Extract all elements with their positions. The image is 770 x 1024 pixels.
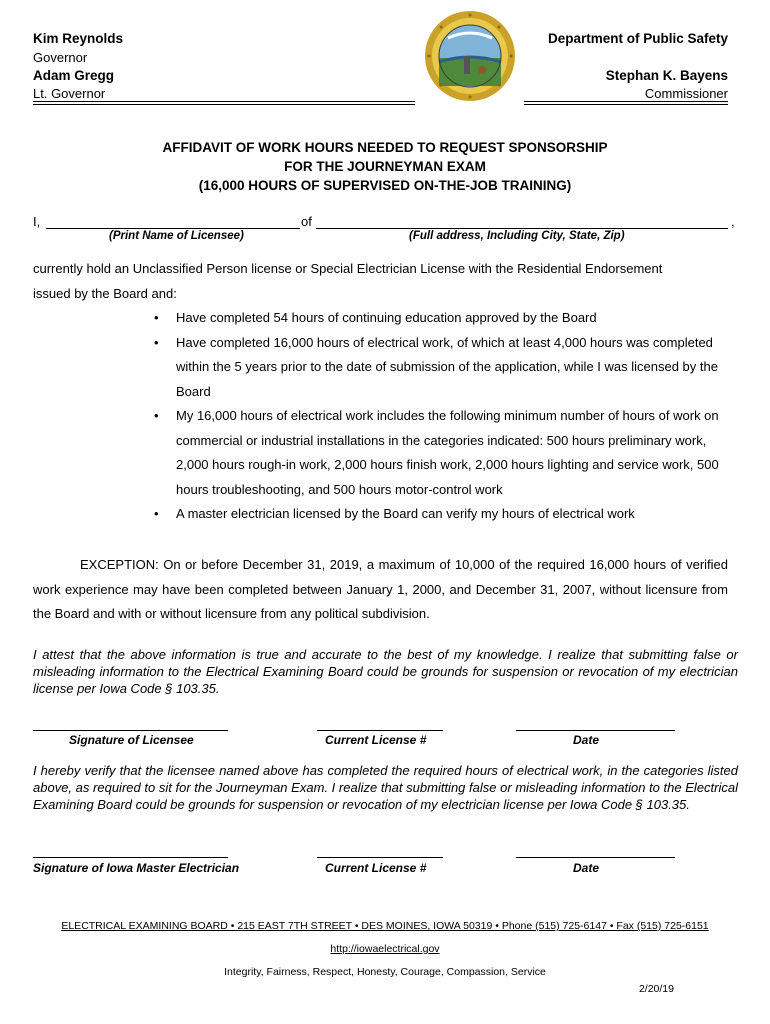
- licensee-signature-field[interactable]: [33, 730, 228, 731]
- footer-address: ELECTRICAL EXAMINING BOARD • 215 EAST 7TH STREET • DES MOINES, IOWA 50319 • Phone (515) 725-6147 • Fax (515) 725-6151: [61, 920, 709, 932]
- licensee-date-label: Date: [573, 733, 600, 747]
- governor-title: Governor: [33, 50, 88, 65]
- iowa-seal-icon: [424, 10, 516, 102]
- governor-name: Kim Reynolds: [33, 31, 124, 46]
- master-signature-field[interactable]: [33, 857, 228, 858]
- master-license-label: Current License #: [325, 861, 427, 875]
- licensee-license-label: Current License #: [325, 733, 427, 747]
- list-item: • Have completed 16,000 hours of electrical work, of which at least 4,000 hours was completed within the 5 years prior to the date of submission of the application, while I was licensed by the Board: [150, 331, 735, 405]
- address-field[interactable]: [316, 228, 728, 229]
- list-item: • A master electrician licensed by the Board can verify my hours of electrical work: [150, 502, 735, 527]
- form-version-date: 2/20/19: [638, 983, 674, 995]
- licensee-license-field[interactable]: [317, 730, 443, 731]
- requirements-list: [150, 306, 735, 527]
- commissioner-title: Commissioner: [644, 86, 728, 101]
- i-prefix: I,: [33, 214, 41, 229]
- lt-governor-title: Lt. Governor: [33, 86, 106, 101]
- form-title-line2: FOR THE JOURNEYMAN EXAM: [284, 159, 486, 174]
- footer-values: Integrity, Fairness, Respect, Honesty, Courage, Compassion, Service: [224, 966, 546, 978]
- exception-paragraph: EXCEPTION: On or before December 31, 2019, a maximum of 10,000 of the required 16,000 hours of verified work experience may have been completed between January 1, 2000, and December 31, 2007, without licensure from the Board and with or without licensure from any political subdivision.: [33, 557, 728, 621]
- master-signature-label: Signature of Iowa Master Electrician: [33, 861, 240, 875]
- name-caption: (Print Name of Licensee): [109, 230, 244, 242]
- attest-paragraph: I attest that the above information is true and accurate to the best of my knowledge. I realize that submitting false or misleading information to the Electrical Examining Board could be grounds for suspension or revocation of my electrician license per Iowa Code § 103.35.: [33, 647, 738, 696]
- intro-line1: currently hold an Unclassified Person license or Special Electrician License with the Residential Endorsement: [33, 261, 663, 276]
- intro-line2: issued by the Board and:: [33, 286, 177, 301]
- form-title-line1: AFFIDAVIT OF WORK HOURS NEEDED TO REQUEST SPONSORSHIP: [162, 140, 608, 155]
- licensee-signature-label: Signature of Licensee: [69, 733, 194, 747]
- master-date-label: Date: [573, 861, 600, 875]
- header-right-rule: [524, 101, 728, 105]
- list-item: • Have completed 54 hours of continuing education approved by the Board: [150, 306, 735, 331]
- list-item: • My 16,000 hours of electrical work includes the following minimum number of hours of work on commercial or industrial installations in the categories indicated: 500 hours preliminary work, 2,000 hours rough-in work, 2,000 hours finish work, 2,000 hours lighting and service work, 500 hours troubleshooting, and 500 hours motor-control work: [150, 404, 735, 502]
- of-label: of: [301, 214, 312, 229]
- master-license-field[interactable]: [317, 857, 443, 858]
- header-left-rule: [33, 101, 415, 105]
- commissioner-name: Stephan K. Bayens: [605, 68, 728, 83]
- comma-label: ,: [731, 214, 735, 229]
- verify-paragraph: I hereby verify that the licensee named above has completed the required hours of electrical work, in the categories listed above, as required to sit for the Journeyman Exam. I realize that submitting false or misleading information to the Electrical Examining Board could be grounds for suspension or revocation of my electrician license per Iowa Code § 103.35.: [33, 763, 738, 812]
- form-title-line3: (16,000 HOURS OF SUPERVISED ON-THE-JOB TRAINING): [198, 178, 572, 193]
- department-name: Department of Public Safety: [547, 31, 728, 46]
- lt-governor-name: Adam Gregg: [33, 68, 115, 83]
- address-caption: (Full address, Including City, State, Zip): [409, 230, 625, 242]
- footer-website-link[interactable]: http://iowaelectrical.gov: [330, 943, 440, 955]
- licensee-name-field[interactable]: [46, 228, 300, 229]
- licensee-date-field[interactable]: [516, 730, 675, 731]
- master-date-field[interactable]: [516, 857, 675, 858]
